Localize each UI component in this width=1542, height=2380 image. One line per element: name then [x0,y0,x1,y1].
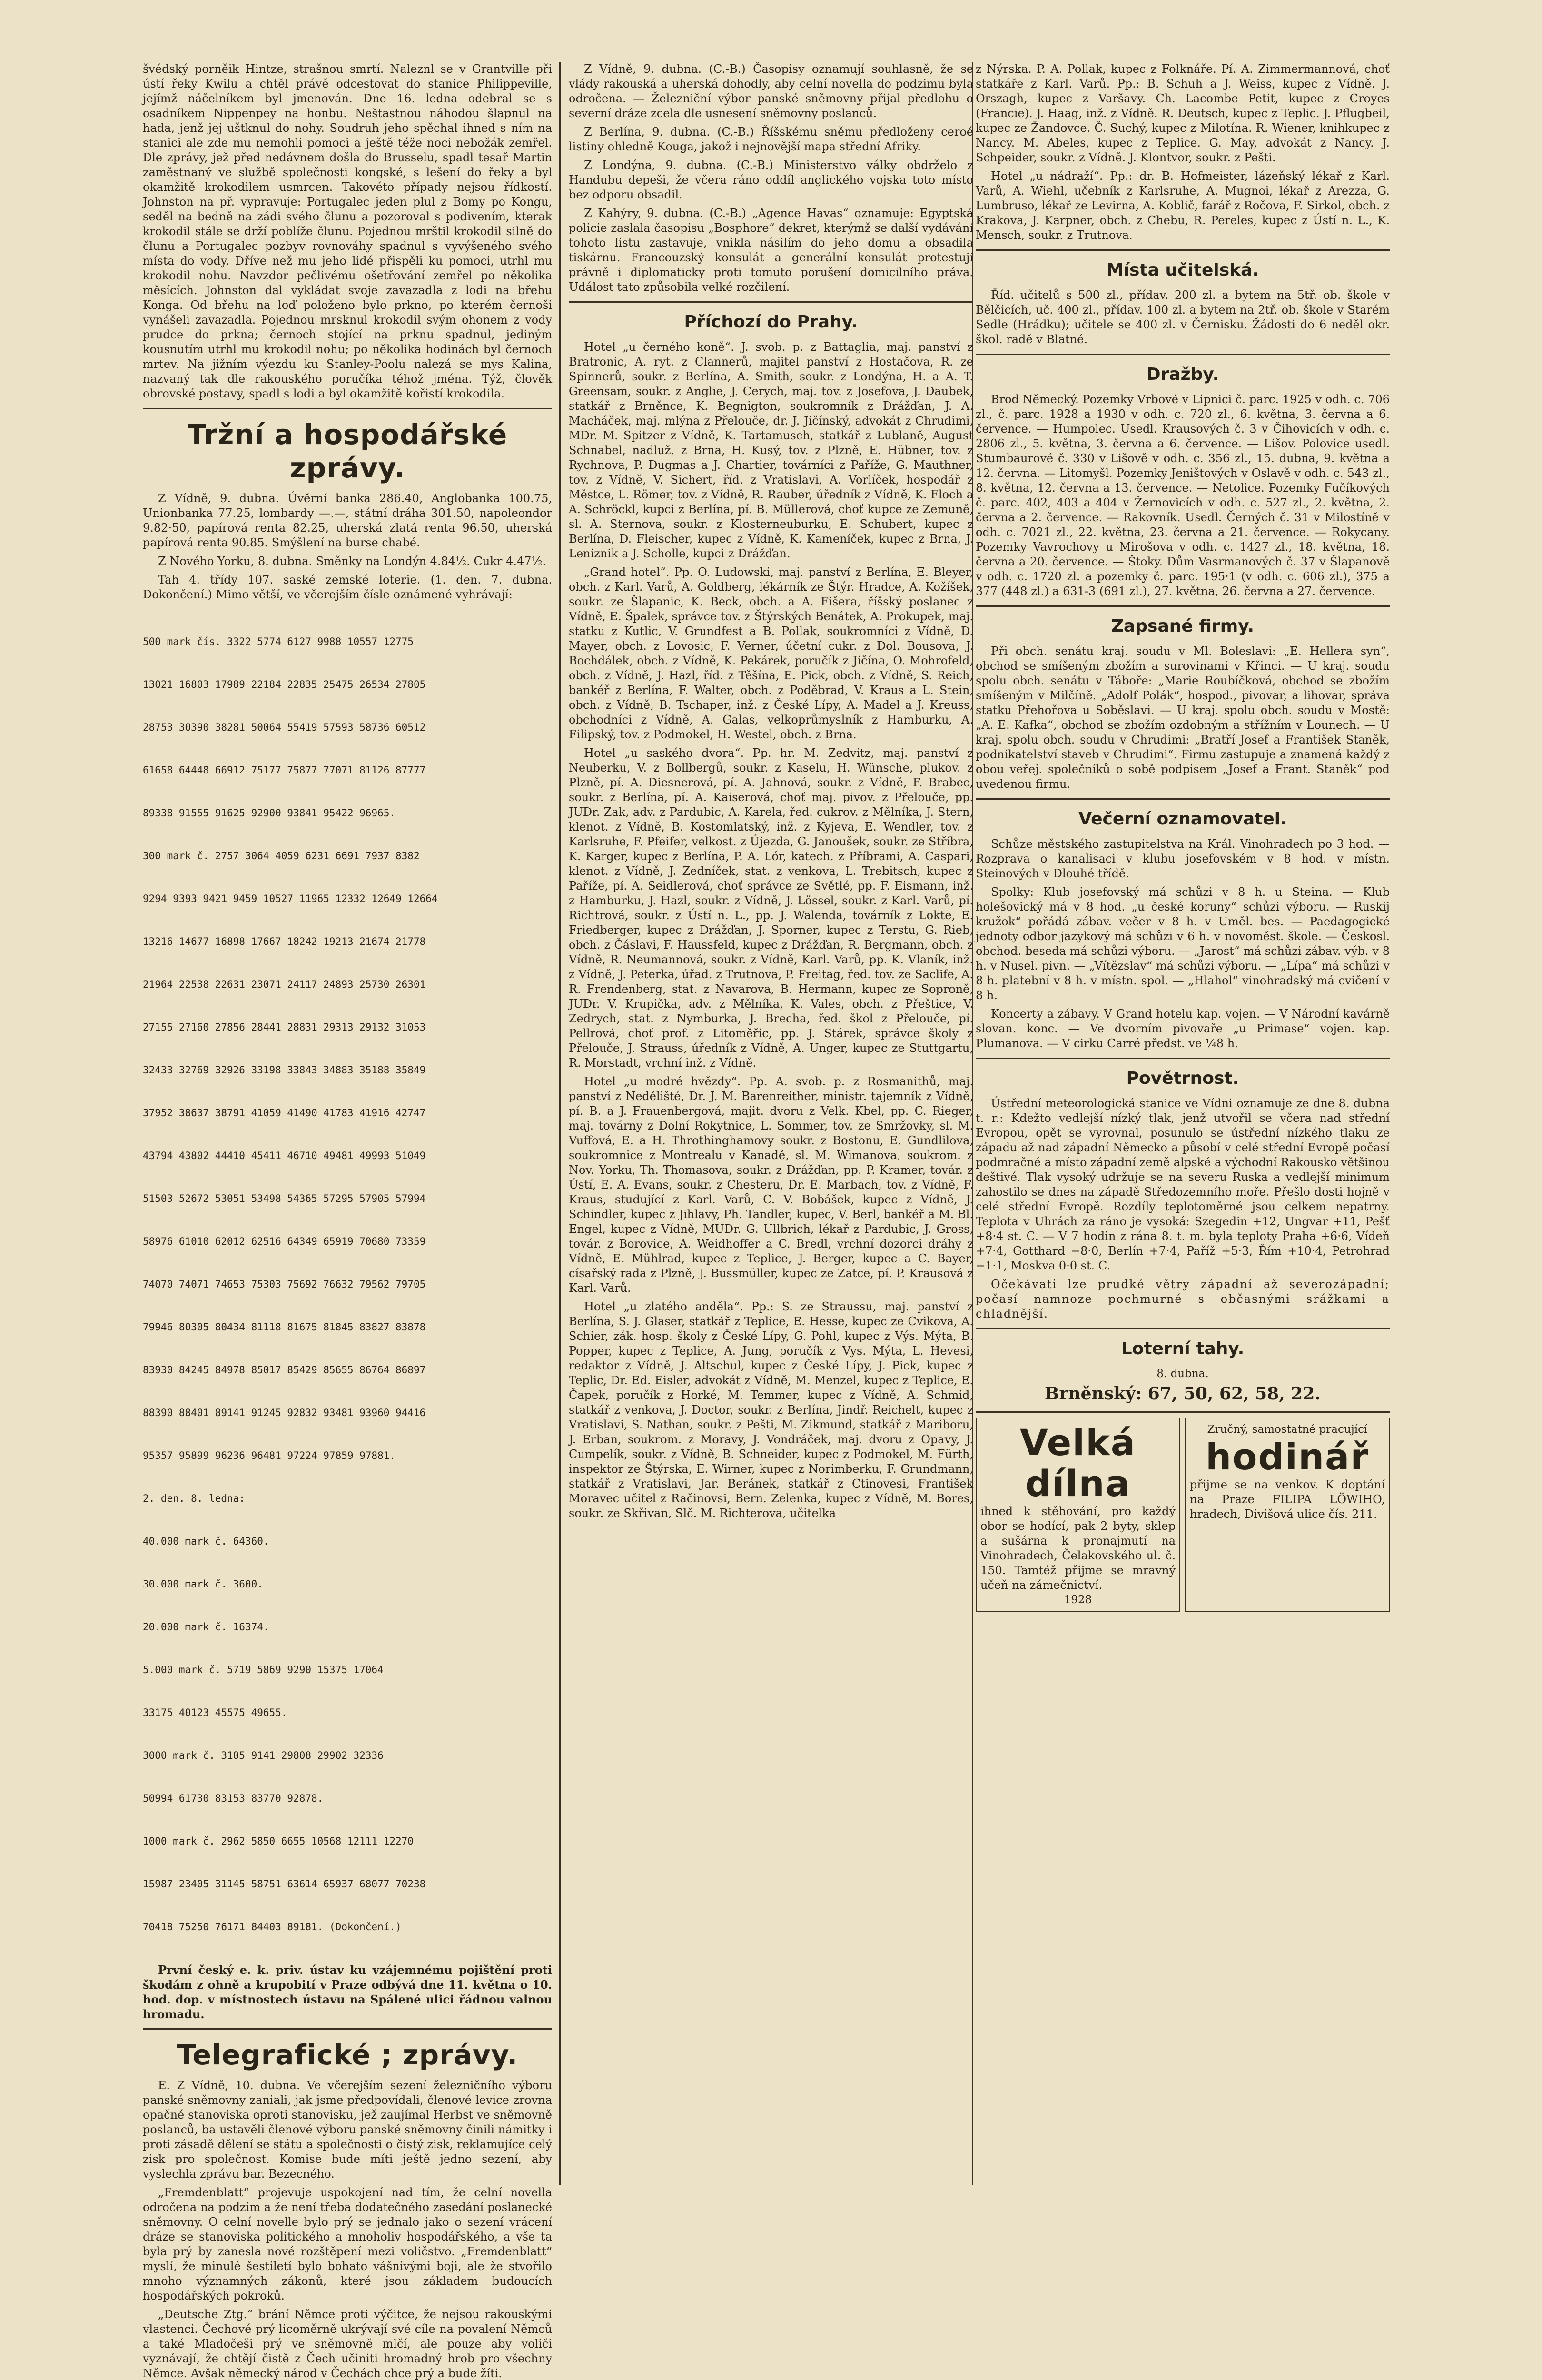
weather-forecast: Očekávati lze prudké větry západní až severozápadní; počasí namnoze pochmurné s občasnými srážkami a chladnější. [976,1278,1390,1320]
hotel-golden-angel: Hotel „u zlatého anděla“. Pp.: S. ze Straussu, maj. panství z Berlína, S. J. Glaser, statkář z Teplice, E. Hesse, kupec ze Cvikova, A. Schier, zák. hosp. školy z České Lípy, G. Pohl, kupec z Výs. Mýta, B. Popper, kupec z Teplice, A. Jung, poručík z Vys. Mýta, L. Hevesi, redaktor z Vídně, J. Altschul, kupec z České Lípy, J. Pick, kupec z Teplic, Dr. Ed. Eisler, advokát z Vídně, M. Menzel, kupec z Teplice, E. Čapek, poručík z Horké, M. Temmer, kupec z Vídně, A. Schmid, statkář z venkova, J. Doctor, soukr. z Berlína, Jindř. Reichelt, kupec z Vratislavi, S. Nathan, soukr. z Pešti, M. Zikmund, statkář z Mariboru, J. Erban, soukrom. z Moravy, J. Vondráček, maj. dvoru z Opavy, J. Cumpelík, soukr. z Vídně, B. Schneider, kupec z Podmokel, M. Fürth, inspektor ze Štýrska, E. Wirner, kupec z Norimberku, F. Grundmann, statkář z Vratislavi, Jar. Beránek, statkář z Ctinovesi, František Moravec učitel z Račinovsi, Bern. Zelenka, kupec z Vídně, M. Bores, soukr. ze Skřivan, Slč. M. Richterova, učitelka [569,1300,973,1520]
lottery-line: 13021 16803 17989 22184 22835 25475 26534 27805 [143,679,426,690]
lottery-line: 27155 27160 27856 28441 28831 29313 29132 31053 [143,1021,426,1033]
advertisements [976,1411,1390,1612]
section-rule [976,1328,1390,1329]
teacher-posts-heading: Místa učitelská. [1106,260,1259,280]
lottery-line: 1000 mark č. 2962 5850 6655 10568 12111 12270 [143,1835,414,1847]
hotel-station: Hotel „u nádraží“. Pp.: dr. B. Hofmeister, lázeňský lékař z Karl. Varů, A. Wiehl, učebník z Karlsruhe, A. Mugnoi, lékař z Arezza, G. Lumbruso, lékař ze Levirna, A. Koblič, farář z Ročova, F. Sirkol, obch. z Krakova, J. Karpner, obch. z Chebu, R. Pereles, kupec z Ústí n. L., K. Mensch, soukr. z Trutnova. [976,169,1390,242]
lottery-line: 50994 61730 83153 83770 92878. [143,1793,324,1804]
lottery-line: 43794 43802 44410 45411 46710 49481 49993 51049 [143,1150,426,1161]
teacher-posts-text: Říd. učitelů s 500 zl., přídav. 200 zl. a bytem na 5tř. ob. škole v Bělčicích, uč. 400 zl., přídav. 100 zl. a bytem na 2tř. ob. škole v Starém Sedle (Hrádku); učitele se 400 zl. v Černisku. Žádosti do 6 neděl okr. škol. radě v Blatné. [976,288,1390,346]
hotel-saxon-court: Hotel „u saského dvora“. Pp. hr. M. Zedvitz, maj. panství z Neuberku, V. z Bollbergů, soukr. z Kaselu, H. Wünsche, plukov. z Plzně, pí. A. Diesnerová, pí. A. Jahnová, soukr. z Vídně, F. Brabec, soukr. z Berlína, pí. A. Kaiserová, choť maj. pivov. z Přelouče, pp. JUDr. Zak, adv. z Pardubic, A. Karela, řed. cukrov. z Mělníka, J. Stern, klenot. z Vídně, B. Kostomlatský, inž. z Kyjeva, E. Wendler, tov. z Karlsruhe, F. Pfeifer, velkost. z Újezda, G. Janoušek, soukr. ze Stříbra, K. Karger, kupec z Berlína, P. A. Lór, katech. z Příbrami, A. Caspari, klenot. z Vídně, J. Zedníček, stat. z venkova, L. Trebitsch, kupec z Paříže, pí. A. Seidlerová, choť správce ze Světlé, pp. F. Eismann, inž. z Hamburku, J. Hazl, soukr. z Vídně, J. Lössel, soukr. z Karl. Varů, pí. Richtrová, soukr. z Ústí n. L., pp. J. Walenda, továrník z Lokte, E. Friedberger, kupec z Drážďan, J. Sporner, kupec z Terstu, G. Rieb, obch. z Čáslavi, F. Haussfeld, kupec z Drážďan, R. Bergmann, obch. z Vídně, R. Neumannová, soukr. z Vídně, Karl. Varů, pp. K. Vlaník, inž. z Vídně, J. Peterka, úřad. z Trutnova, P. Freitag, řed. tov. ze Saclife, A. R. Frendenberg, stat. z Navarova, B. Hermann, kupec ze Soproně, JUDr. V. Krupička, adv. z Mělníka, K. Vales, obch. z Přeštice, V. Zedrych, stat. z Nymburka, J. Brecha, řed. škol z Přelouče, pí. Pellrová, choť prof. z Litoměřic, pp. J. Stárek, správce školy z Přelouče, J. Strauss, úředník z Vídně, A. Unger, kupec ze Stuttgartu, R. Morstadt, vrchní inž. z Vídně. [569,746,973,1070]
column-right [976,62,1390,2232]
ad-workshop-title: Velká dílna [1019,1421,1137,1505]
column-left [143,62,552,2380]
lottery-line: 58976 61010 62012 62516 64349 65919 70680 73359 [143,1236,426,1247]
market-vienna: Z Vídně, 9. dubna. Úvěrní banka 286.40, Anglobanka 100.75, Unionbanka 77.25, lombardy —.—, státní dráha 301.50, napoleondor 9.82·50, papírová renta 82.25, uherská zlatá renta 96.50, uherská papírová renta 90.85. Smýšlení na burse chabé. [143,492,552,549]
lottery-line: 300 mark č. 2757 3064 4059 6231 6691 7937 8382 [143,850,420,862]
lottery-line: 95357 95899 96236 96481 97224 97859 97881. [143,1450,396,1461]
lottery-line: 3000 mark č. 3105 9141 29808 29902 32336 [143,1750,384,1761]
lottery-line: 28753 30390 38281 50064 55419 57593 58736 60512 [143,722,426,733]
section-rule [569,301,973,303]
lottery-line: 37952 38637 38791 41059 41490 41783 41916 42747 [143,1107,426,1119]
lottery-numbers [143,606,552,1963]
arrivals-heading: Příchozí do Prahy. [684,312,858,332]
column-middle [569,62,973,2232]
lottery-line: 88390 88401 89141 91245 92832 93481 93960 94416 [143,1407,426,1418]
weather-heading: Povětrnost. [1126,1069,1239,1088]
section-rule [143,2028,552,2030]
lottery-draw-brno: Brněnský: 67, 50, 62, 58, 22. [1045,1384,1321,1404]
ad-workshop-body: ihned k stěhování, pro každý obor se hodící, pak 2 byty, sklep a sušárna k pronajmutí na Vinohradech, Čelakovského ul. č. 150. Tamtéž přijme se mravný učeň na zámečnictví. [980,1505,1176,1592]
news-vienna: Z Vídně, 9. dubna. (C.-B.) Časopisy oznamují souhlasně, že se vlády rakouská a uherská dohodly, aby celní novella do podzimu byla odročena. — Železniční výbor panské sněmovny přijal předlohu o severní dráze zcela dle usnesení sněmovny poslanců. [569,62,973,120]
ad-watchmaker-body: přijme se na venkov. K doptání na Praze FILIPA LÖWIHO, hradech, Divišová ulice čís. 211. [1190,1478,1385,1521]
ad-workshop [976,1418,1180,1612]
telegraph-vienna: E. Z Vídně, 10. dubna. Ve včerejším sezení železničního výboru panské sněmovny zaniali, jak jsme předpovídali, členové levice zrovna opačné stanoviska oproti stanovisku, jež zaujímal Herbst ve sněmovně poslanců, ba ustavěli členové výboru panské sněmovny činili námitky i proti zásadě dělení se státu a společnosti o čistý zisk, reklamujíce celý zisk pro společnost. Komise bude míti ještě jedno sezení, aby vyslechla zprávu bar. Bezecného. [143,2079,552,2181]
lottery-line: 61658 64448 66912 75177 75877 77071 81126 87777 [143,764,426,776]
market-heading: Tržní a hospodářské zprávy. [187,418,508,484]
lottery-line: 74070 74071 74653 75303 75692 76632 79562 79705 [143,1279,426,1290]
lottery-line: 21964 22538 22631 23071 24117 24893 25730 26301 [143,979,426,990]
lottery-line: 15987 23405 31145 58751 63614 65937 68077 70238 [143,1878,426,1890]
evening-clubs: Spolky: Klub josefovský má schůzi v 8 h. u Steina. — Klub holešovický má v 8 hod. „u české koruny“ schůzi výboru. — Ruskij kružok“ pořádá zábav. večer v 8 h. v Uměl. bes. — Paedagogické jednoty odbor jazykový má schůzi v 6 h. v novoměst. škole. — Českosl. obchod. beseda má schůzi výboru. — „Jarost“ má schůzi zábav. výb. v 8 h. v Nusel. pivn. — „Vítězslav“ má schůzi výboru. — „Lípa“ má schůzi v 8 h. platební v 8 h. v místn. spol. — „Hlahol“ vinohradský má cvičení v 8 h. [976,885,1390,1002]
ad-watchmaker [1185,1418,1390,1612]
lottery-intro: Tah 4. třídy 107. saské zemské loterie. (1. den. 7. dubna. Dokončení.) Mimo větší, ve včerejším čísle oznámené vyhrávají: [143,573,552,601]
evening-council: Schůze městského zastupitelstva na Král. Vinohradech po 3 hod. — Rozprava o kanalisaci v klubu josefovském v 8 hod. v místn. Steinových v Dlouhé třídě. [976,837,1390,880]
lottery-line: 30.000 mark č. 3600. [143,1578,263,1590]
section-rule [976,249,1390,251]
evening-heading: Večerní oznamovatel. [1078,809,1287,829]
lottery-draw-date: 8. dubna. [1156,1368,1209,1380]
lottery-line: 79946 80305 80434 81118 81675 81845 83827 83878 [143,1321,426,1333]
article-crocodile: švédský porněik Hintze, strašnou smrtí. Naleznl se v Grantville při ústí řeky Kwilu a chtěl právě odcestovat do stanice Philippeville, jejímž náčelníkem byl jmenován. Dne 16. ledna odebral se s osadníkem Nippenpey na honbu. Neštastnou náhodou šlapnul na hada, jenž jej uštknul do nohy. Soudruh jeho spěchal ihned s ním na stanici ale zde mu nemohli pomoci a ještě téže noci nebožák zemřel. Dle zprávy, jež před nedávnem došla do Brusselu, spadl tesař Martin zaměstnaný ve službě společnosti kongské, s lešení do řeky a byl okamžitě krokodilem usmrcen. Takovéto případy nejsou řídkostí. Johnston na př. vypravuje: Portugalec jeden plul z Bomy po Kongu, seděl na bedně na zádi svého člunu a pozoroval s podivením, kterak krokodil stále se drží poblíže člunu. Pojednou mrštil krokodil silně do člunu a Portugalec pozbyv rovnováhy spadnul s vyvýšeného svého místa do vody. Dříve než mu jeho lidé přispěli ku pomoci, utrhl mu krokodil nohu. Navzdor pečlivému ošetřování zemřel po několika měsících. Johnston dal vykládat svoje zavazadla z lodi na břehu Konga. Od břehu na loď položeno bylo prkno, po kterém černoši vynášeli zavazadla. Pojednou mrsknul krokodil svým ohonem z vody prudce do prkna; černoch stojící na prknu spadnul, jediným kousnutím utrhl mu krokodil nohu; po několika hodinách byl černoch mrtev. Na jižním výezdu ku Stanley-Poolu nalezá se mys Kalina, nazvaný tak dle rakouského poručíka téhož jména. Týž, člověk obrovské postavy, spadl s lodi a byl okamžitě kořistí krokodila. [143,62,552,400]
telegraph-fremdenblatt: „Fremdenblatt“ projevuje uspokojení nad tím, že celní novella odročena na podzim a že není třeba dodatečného zasedání poslanecké sněmovny. O celní novelle bylo prý se jednalo jako o sezení vrácení dráze se stanoviska politického a mnoholiv hospodářského, a vše ta byla prý by zanesla nové rozštěpení mezi voličstvo. „Fremdenblatt“ myslí, že minulé šestiletí bylo bohato vášnivými boji, ale že stvořilo mnoho významných zákonů, které jsou základem budoucích hospodářských pokroků. [143,2186,552,2302]
lottery-line: 32433 32769 32926 33198 33843 34883 35188 35849 [143,1064,426,1076]
auctions-text: Brod Německý. Pozemky Vrbové v Lipnici č. parc. 1925 v odh. c. 706 zl., č. parc. 1928 a 1930 v odh. c. 720 zl., 6. května, 3. června a 6. července. — Humpolec. Usedl. Krausových č. 3 v Čihovicích v odh. c. 2806 zl., 5. května, 3. června a 6. července. — Lišov. Polovice usedl. Stumbaurové č. 330 v Lišově v odh. c. 356 zl., 15. dubna, 9. května a 12. června. — Litomyšl. Pozemky Jeništových v Oslavě v odh. c. 543 zl., 8. května, 12. června a 13. července. — Netolice. Pozemky Fučíkových č. parc. 402, 403 a 404 v Žernovicích v odh. c. 527 zl., 2. května, 2. června a 2. července. — Rakovník. Usedl. Černých č. 31 v Milostíně v odh. c. 7021 zl., 22. května, 23. června a 21. července. — Rokycany. Pozemky Vavrochovy u Mirošova v odh. c. 1427 zl., 18. května, 18. června a 20. července. — Štoky. Dům Vasrmanových č. 37 v Šlapanově v odh. c. 1720 zl. a pozemky č. parc. 195·1 (v odh. c. 606 zl.), 375 a 377 (448 zl.) a 631-3 (691 zl.), 27. května, 26. června a 27. července. [976,393,1390,598]
lottery-line: 51503 52672 53051 53498 54365 57295 57905 57994 [143,1193,426,1204]
lottery-line: 70418 75250 76171 84403 89181. (Dokončení.) [143,1921,402,1933]
lottery-line: 2. den. 8. ledna: [143,1493,245,1504]
section-rule [976,1058,1390,1059]
lottery-line: 89338 91555 91625 92900 93841 95422 96965. [143,807,396,819]
ad-watchmaker-head: Zručný, samostatné pracující [1207,1423,1368,1436]
auctions-heading: Dražby. [1146,365,1219,384]
ad-workshop-number: 1928 [1064,1594,1092,1606]
lottery-line: 40.000 mark č. 64360. [143,1536,269,1547]
lottery-line: 500 mark čís. 3322 5774 6127 9988 10557 12775 [143,636,414,647]
weather-report: Ústřední meteorologická stanice ve Vídni oznamuje ze dne 8. dubna t. r.: Kdežto vedlejší nízký tlak, jenž utvořil se včera nad střední Evropou, opět se vyrovnal, posunulo se ústřední nízkého tlaku ze západu až nad západní Německo a působí v celé střední Evropě počasí podmračné a místo západní země alpské a východní Rakousko většinou deštivé. Tlak vysoký udržuje se na severu Ruska a vedlejší minimum zahostilo se dnes na západě Středozemního moře. Přešlo dosti hojně v celé střední Evropě. Rozdíly teplotoměrné jsou celkem nepatrny. Teplota v Uhrách za ráno je vysoká: Szegedin +12, Ungvar +11, Pešť +8·4 st. C. — V 7 hodin z rána 8. t. m. byla teploty Praha +6·6, Vídeň +7·4, Gotthard −8·0, Berlín +7·4, Paříž +5·3, Řím +10·4, Petrohrad −1·1, Moskva 0·0 st. C. [976,1097,1390,1272]
lottery-draw-heading: Loterní tahy. [1121,1339,1245,1359]
column-divider [559,62,561,2185]
lottery-line: 13216 14677 16898 17667 18242 19213 21674 21778 [143,936,426,947]
lottery-line: 83930 84245 84978 85017 85429 85655 86764 86897 [143,1364,426,1376]
evening-concerts: Koncerty a zábavy. V Grand hotelu kap. vojen. — V Národní kavárně slovan. konc. — Ve dvorním pivovaře „u Primase“ vojen. kap. Plumanova. — V cirku Carré předst. ve ¼8 h. [976,1007,1390,1050]
hotel-black-horse: Hotel „u černého koně“. J. svob. p. z Battaglia, maj. panství z Bratronic, A. ryt. z Clannerů, majitel panství z Hostačova, R. ze Spinnerů, soukr. z Berlína, A. Smith, soukr. z Londýna, H. a A. T. Greensam, soukr. z Anglie, J. Cerych, maj. tov. z Josefova, J. Daubek, statkář z Brněnce, K. Begnigton, soukromník z Drážďan, J. A. Macháček, maj. mlýna z Přelouče, dr. J. Jičínský, advokát z Chrudimi, MDr. M. Spitzer z Vídně, K. Tartamusch, statkář z Lublaně, August Schnabel, nadluž. z Brna, H. Kusý, tov. z Plzně, E. Hübner, tov. z Rychnova, P. Dugmas a J. Chartier, továrníci z Paříže, G. Mauthner, tov. z Vídně, V. Sichert, říd. z Vratislavi, A. Vorlíček, hospodář z Městce, L. Römer, tov. z Vídně, R. Rauber, úředník z Vídně, K. Floch a A. Schröckl, kupci z Berlína, pí. B. Müllerová, choť kupce ze Zemuně, sl. A. Sternova, soukr. z Klosterneuburku, E. Schubert, kupec z Berlína, D. Fleischer, kupec z Vídně, K. Kameníček, kupec z Brna, J. Leniznik a J. Scholle, kupci z Drážďan. [569,340,973,560]
lottery-line: 5.000 mark č. 5719 5869 9290 15375 17064 [143,1664,384,1676]
hotel-grand: „Grand hotel“. Pp. O. Ludowski, maj. panství z Berlína, E. Bleyer, obch. z Karl. Varů, A. Goldberg, lékárník ze Štýr. Hradce, A. Kožíšek, soukr. ze Šlapanic, K. Beck, obch. a A. Fišera, říšský poslanec z Vídně, E. Špalek, správce tov. z Štýrských Benátek, A. Prokupek, maj. statku z Kutlic, V. Grundfest a B. Pollak, soukromníci z Vídně, D. Mayer, obch. z Lovosic, F. Verner, účetní cukr. z Dol. Bousova, J. Bochdálek, obch. z Vídně, K. Pekárek, poručík z Jičína, O. Mohrofeld, obch. z Vídně, J. Hazl, říd. z Těšína, E. Pick, obch. z Vídně, S. Reich, bankéř z Berlína, F. Walter, obch. z Poděbrad, V. Kraus a L. Stein, obch. z Vídně, B. Tschaper, inž. z České Lípy, A. Madel a J. Kreuss, obchodníci z Vídně, A. Galas, velkoprůmyslník z Hamburku, A. Filipský, tov. z Podmokel, H. Westel, obch. z Brna. [569,565,973,741]
lottery-line: 33175 40123 45575 49655. [143,1707,287,1718]
section-rule [976,798,1390,800]
market-newyork: Z Nového Yorku, 8. dubna. Směnky na Londýn 4.84½. Cukr 4.47½. [158,555,546,568]
telegraph-deutsche-ztg: „Deutsche Ztg.“ brání Němce proti výčitce, že nejsou rakouskými vlastenci. Čechové prý licoměrně ukrývají své cíle na povalení Němců a také Mladočeši prý ve sněmovně mlčí, ale pouze aby voliči vyznávají, že chtějí čistě z Čech učiniti hromadný hrob pro všechny Němce. Avšak německý národ v Čechách chce prý a bude žíti. [143,2308,552,2380]
news-cairo: Z Kahýry, 9. dubna. (C.-B.) „Agence Havas“ oznamuje: Egyptská policie zaslala časopisu „Bosphore“ dekret, kterýmž se další vydávání tohoto listu zastavuje, vnikla násilím do jeho domu a obsadila tiskárnu. Francouzský konsulát a generální konsulát protestují právně i diplomaticky proti tomuto porušení domicilního práva. Událost tato způsobila velké rozčilení. [569,207,973,294]
arrivals-continued: z Nýrska. P. A. Pollak, kupec z Folknáře. Pí. A. Zimmermannová, choť statkáře z Karl. Varů. Pp.: B. Schuh a J. Weiss, kupec z Vídně. J. Orszagh, kupec z Varšavy. Ch. Lacombe Petit, kupec z Croyes (Francie). J. Haag, inž. z Vídně. R. Deutsch, kupec z Teplic. J. Pflugbeil, kupec ze Žandovce. Č. Suchý, kupec z Milotína. R. Wiener, knihkupec z Nancy. M. Abeles, kupec z Teplice. G. May, advokát z Nancy. J. Schpeider, soukr. z Vídně. J. Klontvor, soukr. z Pešti. [976,62,1390,164]
ad-watchmaker-title: hodinář [1206,1436,1369,1478]
insurance-notice: První český e. k. priv. ústav ku vzájemnému pojištění proti škodám z ohně a krupobití v Praze odbývá dne 11. května o 10. hod. dop. v místnostech ústavu na Spálené ulici řádnou valnou hromadu. [143,1963,552,2021]
news-berlin: Z Berlína, 9. dubna. (C.-B.) Říšskému sněmu předloženy ceroé listiny ohledně Kouga, jakož i nejnovější mapa střední Afriky. [569,125,973,153]
lottery-line: 20.000 mark č. 16374. [143,1621,269,1633]
section-rule [143,408,552,409]
hotel-blue-star: Hotel „u modré hvězdy“. Pp. A. svob. p. z Rosmanithů, maj. panství z Nedělišté, Dr. J. M. Barenreither, ministr. tajemník z Vídně, pí. B. a J. Frauenbergová, majit. dvoru z Velk. Kbel, pp. C. Rieger, maj. továrny z Dolní Rokytnice, L. Sommer, tov. ze Smržovky, sl. M. Vuffová, E. a H. Throthinghamovy soukr. z Bostonu, E. Gundlilova, soukromnice z Montrealu v Kanadě, sl. M. Wimanova, soukrom. z Nov. Yorku, Th. Thomasova, soukr. z Drážďan, pp. P. Kramer, továr. z Ústí, E. A. Evans, soukr. z Chesteru, Dr. E. Marbach, tov. z Vídně, F. Kraus, studující z Karl. Varů, C. V. Bobášek, kupec z Vídně, J. Schindler, kupec z Jihlavy, Ph. Tandler, kupec, V. Berl, bankéř a M. Bl. Engel, kupec z Vídně, MUDr. G. Ullbrich, lékař z Pardubic, J. Gross, továr. z Borovice, A. Weidhoffer a C. Bredl, vrchní dozorci dráhy z Vídně, E. Mühlrad, kupec z Teplice, J. Berger, kupec a C. Bayer, císařský rada z Plzně, J. Bussmüller, kupec ze Zatce, pí. P. Krausová z Karl. Varů. [569,1075,973,1295]
telegraph-heading: Telegrafické ; zprávy. [177,2039,518,2071]
firms-text: Při obch. senátu kraj. soudu v Ml. Boleslavi: „E. Hellera syn“, obchod se smíšeným zbožím a surovinami v Křinci. — U kraj. soudu spolu obch. senátu v Táboře: „Marie Roubíčková, obchod se zbožím smíšeným v Milčíně. „Adolf Polák“, hospod., pivovar, a lihovar, správa statku Přehořova u Soběslavi. — U kraj. spolu obch. soudu v Mostě: „A. E. Kafka“, obchod se zbožím ozdobným a střížním v Lounech. — U kraj. spolu obch. soudu v Chrudimi: „Bratří Josef a František Staněk, podnikatelství staveb v Chrudimi“. Firmu zastupuje a znamená každý z obou veřej. společníků o sobě podpisem „Josef a Frant. Staněk“ pod uvedenou firmu. [976,645,1390,791]
lottery-line: 9294 9393 9421 9459 10527 11965 12332 12649 12664 [143,893,438,904]
section-rule [976,354,1390,355]
firms-heading: Zapsané firmy. [1111,616,1255,636]
section-rule [976,605,1390,607]
news-london: Z Londýna, 9. dubna. (C.-B.) Ministerstvo války obdrželo z Handubu depeši, že včera ráno oddíl anglického vojska toto místo bez odporu obsadil. [569,159,973,201]
